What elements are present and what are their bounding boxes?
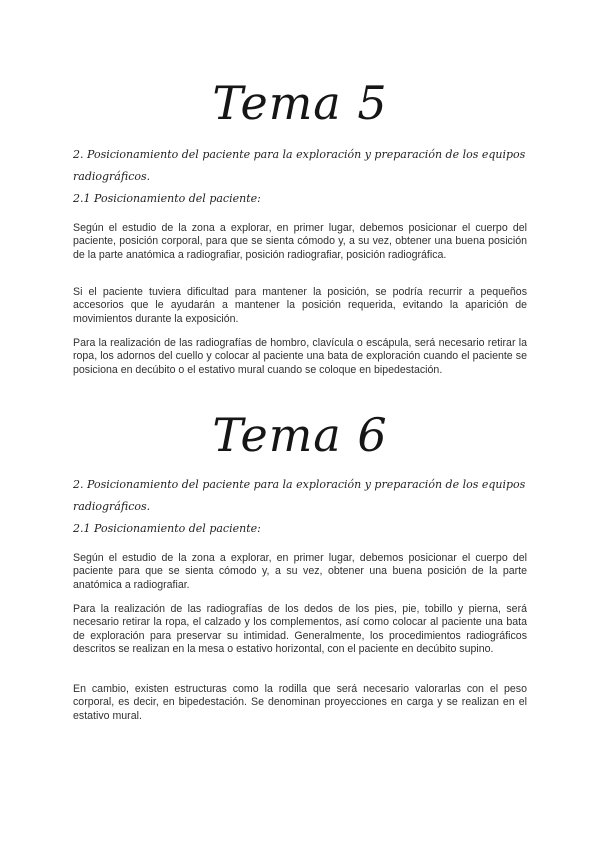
paragraph-tema-5-2: Si el paciente tuviera dificultad para mantener la posición, se podría recurrir a pequeños accesorios que le ayudarán a mantener la posición requerida, evitando la aparición de movimientos durante la exposición.	[73, 286, 527, 325]
section-heading-tema-6: 2. Posicionamiento del paciente para la exploración y preparación de los equipos radiográficos.	[73, 478, 526, 513]
section-subheading-tema-5: 2.1 Posicionamiento del paciente:	[73, 192, 261, 205]
section-title-tema-6: Tema 6	[212, 408, 388, 462]
paragraph-tema-6-1: Según el estudio de la zona a explorar, en primer lugar, debemos posicionar el cuerpo del paciente para que se sienta cómodo y, a su vez, obtener una buena posición de la parte anatómica a radiografiar.	[73, 552, 527, 591]
paragraph-tema-6-3: En cambio, existen estructuras como la rodilla que será necesario valorarlas con el peso corporal, es decir, en bipedestación. Se denominan proyecciones en carga y se realizan en el estativo mural.	[73, 683, 527, 722]
section-subheading-tema-6: 2.1 Posicionamiento del paciente:	[73, 522, 261, 535]
paragraph-tema-6-2: Para la realización de las radiografías de los dedos de los pies, pie, tobillo y pierna, será necesario retirar la ropa, el calzado y los complementos, así como colocar al paciente una bata de exploración para preservar su intimidad. Generalmente, los procedimientos radiográficos descritos se realizan en la mesa o estativo horizontal, con el paciente en decúbito supino.	[73, 603, 527, 656]
paragraph-tema-5-1: Según el estudio de la zona a explorar, en primer lugar, debemos posicionar el cuerpo del paciente, posición corporal, para que se sienta cómodo y, a su vez, obtener una buena posición de la parte anatómica a radiografiar, posición radiografiar, posición radiográfica.	[73, 222, 527, 261]
section-heading-tema-5: 2. Posicionamiento del paciente para la exploración y preparación de los equipos radiográficos.	[73, 148, 526, 183]
paragraph-tema-5-3: Para la realización de las radiografías de hombro, clavícula o escápula, será necesario retirar la ropa, los adornos del cuello y colocar al paciente una bata de exploración cuando el paciente se posiciona en decúbito o el estativo mural cuando se coloque en bipedestación.	[73, 337, 527, 376]
section-title-tema-5: Tema 5	[212, 76, 388, 130]
